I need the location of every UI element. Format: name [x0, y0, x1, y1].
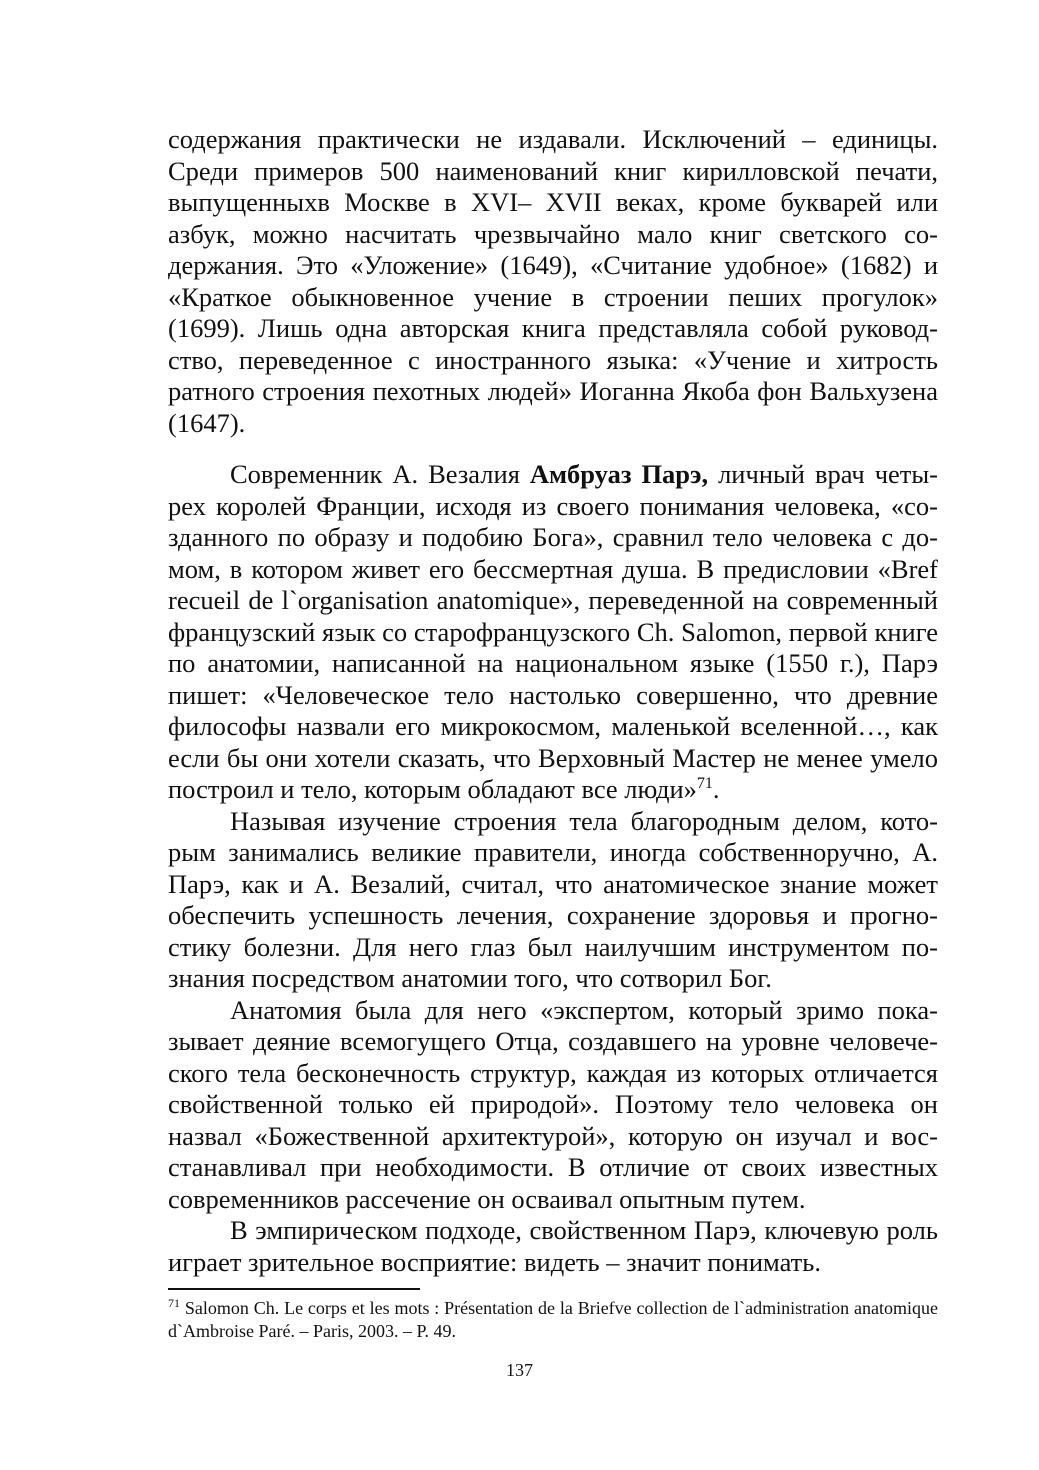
footnote-separator — [168, 1288, 420, 1290]
paragraph-1: содержания практически не издавали. Исключений – единицы. Среди примеров 500 наименований книг кирилловской печати, выпущенныхв Москве в XVI– XVII веках, кроме букварей или азбук, можно насчитать чрезвычайно мало книг светского содержания. Это «Уложение» (1649), «Считание удобное» (1682) и «Краткое обыкновенное учение в строении пеших прогулок» (1699). Лишь одна авторская книга представляла собой руководство, переведенное с иностранного языка: «Учение и хитрость ратного строения пехотных людей» Иоганна Якоба фон Вальхузена (1647). — [168, 124, 938, 438]
page-number: 137 — [506, 1360, 533, 1380]
paragraph-2 — [168, 459, 938, 806]
paragraph-4: Анатомия была для него «экспертом, который зримо показывает деяние всемогущего Отца, создавшего на уровне человеческого тела бесконечность структур, каждая из которых отличается свойственной только ей природой». Поэтому тело человека он назвал «Божественной архитектурой», которую он изучал и восстанавливал при необходимости. В отличие от своих известных современников рассечение он осваивал опытным путем. — [168, 994, 938, 1214]
paragraph-2-body: личный врач четырех королей Франции, исходя из своего понимания человека, «созданного по образу и подобию Бога», сравнил тело человека с домом, в котором живет его бессмертная душа. В предисловии «Bref recueil de l`organisation anatomique», переведенной на современный французский язык со старофранцузского Ch. Salomon, первой книге по анатомии, написанной на национальном языке (1550 г.), Парэ пишет: «Человеческое тело настолько совершенно, что древние философы назвали его микрокосмом, маленькой вселенной…, как если бы они хотели сказать, что Верховный Мастер не менее умело построил и тело, которым обладают все люди» — [168, 459, 938, 804]
paragraph-2-end: . — [712, 774, 720, 804]
paragraph-5: В эмпирическом подходе, свойственном Парэ, ключевую роль играет зрительное восприятие: видеть – значит понимать. — [168, 1215, 938, 1277]
footnote-71 — [168, 1297, 938, 1343]
footnote-number: 71 — [168, 1296, 180, 1310]
paragraph-3: Называя изучение строения тела благородным делом, которым занимались великие правители, иногда собственноручно, А. Парэ, как и А. Везалий, считал, что анатомическое знание может обеспечить успешность лечения, сохранение здоровья и прогностику болезни. Для него глаз был наилучшим инструментом познания посредством анатомии того, что сотворил Бог. — [168, 805, 938, 993]
footnote-ref-71[interactable]: 71 — [696, 775, 713, 793]
main-text — [168, 124, 938, 1278]
paragraph-2-lead: Современник А. Везалия — [230, 459, 530, 489]
footnote-text: Salomon Ch. Le corps et les mots : Présentation de la Briefve collection de l`administration anatomique d`Ambroise Paré. – Paris, 2003. – P. 49. — [168, 1298, 938, 1341]
name-ambroise-pare: Амбруаз Парэ, — [529, 459, 709, 489]
